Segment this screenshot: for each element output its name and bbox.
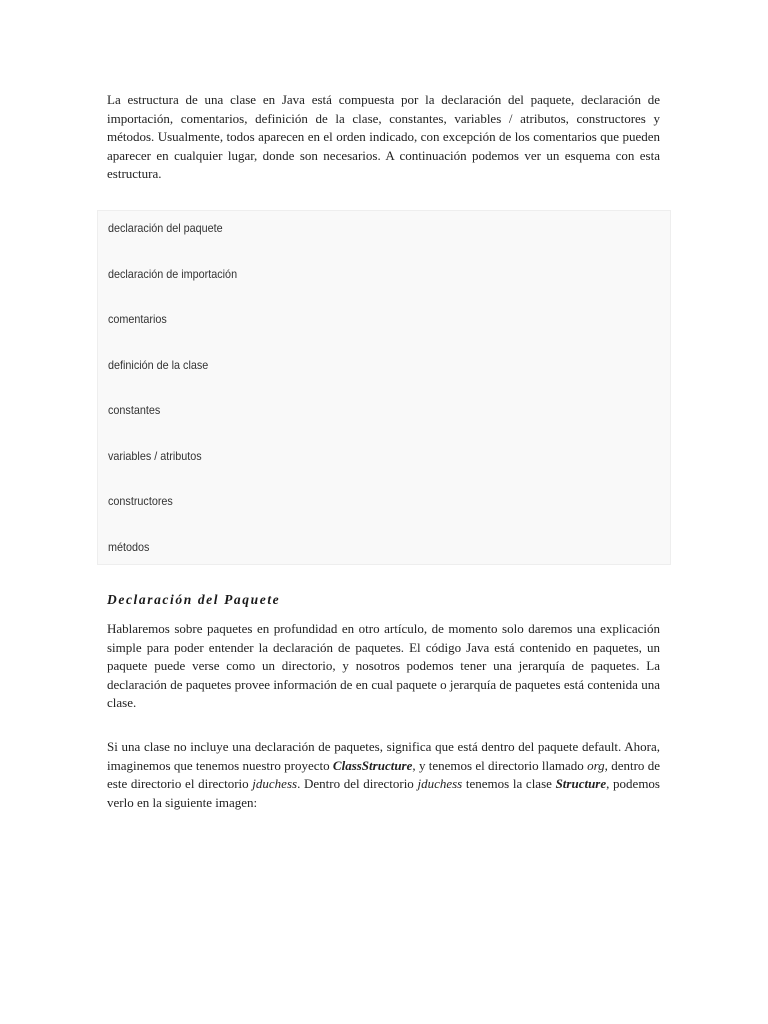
p2-text-3: dentro de este directorio el directorio (107, 757, 660, 791)
p2-text-1: Si una clase no incluye una declaración de paquetes, significa que está dentro del paquete default. Ahora, imaginemos que tenemos nuestro proyecto (107, 739, 660, 773)
class-name: Structure (555, 776, 607, 791)
p2-text-5: tenemos la clase (462, 776, 556, 791)
schema-item-methods: métodos (108, 540, 150, 554)
schema-item-variables-attributes: variables / atributos (108, 449, 202, 463)
p2-text-4: . Dentro del directorio (297, 776, 418, 791)
intro-paragraph: La estructura de una clase en Java está compuesta por la declaración del paquete, declaración de importación, comentarios, definición de la clase, constantes, variables / atributos, constructores y métodos. Usualmente, todos aparecen en el orden indicado, con excepción de los comentarios que pueden aparecer en cualquier lugar, donde son necesarios. A continuación podemos ver un esquema con esta estructura. (107, 92, 660, 181)
schema-item-import-declaration: declaración de importación (108, 267, 238, 281)
p2-text-6: , podemos verlo en la siguiente imagen: (107, 776, 660, 810)
directory-jduchess-ref: jduchess (417, 776, 463, 791)
section-heading: Declaración del Paquete (107, 592, 281, 607)
schema-item-constants: constantes (108, 403, 161, 417)
directory-jduchess: jduchess (252, 776, 298, 791)
schema-item-package-declaration: declaración del paquete (108, 221, 223, 235)
schema-item-comments: comentarios (108, 312, 167, 326)
schema-item-constructors: constructores (108, 494, 173, 508)
schema-item-class-definition: definición de la clase (108, 358, 209, 372)
package-paragraph-2 (107, 738, 660, 812)
class-structure-schema (97, 210, 671, 565)
package-paragraph-1: Hablaremos sobre paquetes en profundidad en otro artículo, de momento solo daremos una explicación simple para poder entender la declaración de paquetes. El código Java está contenido en paquetes, un paquete puede verse como un directorio, y nosotros podemos tener una jerarquía de paquetes. La declaración de paquetes provee información de en cual paquete o jerarquía de paquetes está contenida una clase. (107, 621, 660, 710)
p2-text-2: , y tenemos el directorio llamado (412, 757, 588, 773)
directory-org: org, (587, 757, 608, 773)
project-name: ClassStructure (332, 757, 413, 773)
